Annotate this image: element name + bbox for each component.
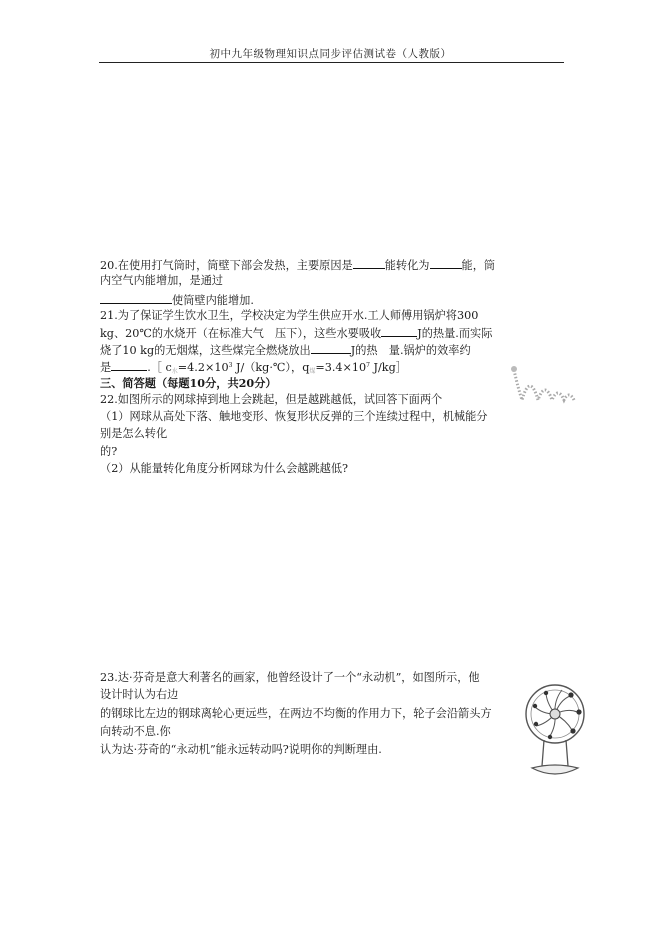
q21-line-1: 21.为了保证学生饮水卫生，学校决定为学生供应开水.工人师傅用锅炉将300: [100, 309, 479, 322]
q20-line-2: 内空气内能增加，是通过: [100, 274, 224, 287]
q21-text-h: J/（kg·℃），q: [232, 361, 310, 374]
q21-blank-2[interactable]: [311, 342, 351, 354]
q21-text-e: 是: [100, 361, 112, 374]
perpetual-motion-wheel-figure: [524, 680, 586, 780]
q21-text-j: J/kg］: [369, 361, 407, 374]
q23-line-5: 认为达·芬奇的“永动机”能永远转动吗?说明你的判断理由.: [100, 743, 382, 756]
q20-blank-3[interactable]: [100, 292, 172, 304]
q20-line-1: [100, 257, 495, 273]
q21-sup-1: 3: [228, 362, 233, 369]
q22-line-1: 22.如图所示的网球掉到地上会跳起，但是越跳越低，试回答下面两个: [100, 393, 443, 406]
q20-blank-2[interactable]: [430, 257, 462, 269]
q20-text-c: 能，筒: [461, 259, 496, 272]
q21-line-2: [100, 325, 492, 341]
q21-text-c: 烧了10 kg的无烟煤，这些煤完全燃烧放出: [100, 344, 311, 357]
q23-line-2: 设计时认为右边: [100, 688, 179, 701]
q21-text-g: =4.2×10: [177, 361, 229, 374]
q20-text-b: 能转化为: [384, 259, 430, 272]
q21-sub-coal: 煤: [309, 368, 316, 375]
q21-text-b: J的热量.而实际: [417, 327, 493, 340]
q21-text-i: =3.4×10: [315, 361, 367, 374]
q22-line-5: （2）从能量转化角度分析网球为什么会越跳越低?: [100, 462, 349, 475]
q21-sup-2: 7: [366, 362, 370, 369]
q22-line-4: 的?: [100, 445, 118, 458]
q21-line-3: [100, 342, 471, 358]
q21-sub-water: 水: [171, 368, 178, 375]
q21-blank-3[interactable]: [111, 359, 147, 371]
q20-text-a: 20.在使用打气筒时，筒壁下部会发热，主要原因是: [100, 259, 353, 272]
page-header: 初中九年级物理知识点同步评估测试卷（人教版）: [209, 48, 452, 60]
q23-line-3: 的钢球比左边的钢球离轮心更远些，在两边不均衡的作用力下，轮子会沿箭头方: [100, 707, 492, 720]
section-title: 三、简答题（每题10分，共20分）: [100, 376, 277, 390]
q21-text-d: J的热 量.锅炉的效率约: [350, 344, 471, 357]
q21-text-a: kg、20℃的水烧开（在标准大气 压下），这些水要吸收: [100, 327, 382, 340]
q21-text-f: .［ c: [147, 361, 172, 374]
bouncing-ball-figure: [508, 362, 588, 406]
q20-blank-1[interactable]: [353, 257, 385, 269]
header-rule: [99, 62, 564, 63]
q22-line-3: 别是怎么转化: [100, 427, 168, 440]
q20-text-d: 使筒壁内能增加.: [172, 294, 254, 307]
q22-line-2: （1）网球从高处下落、触地变形、恢复形状反弹的三个连续过程中，机械能分: [100, 410, 488, 423]
q20-line-3: [100, 292, 254, 308]
q23-line-4: 向转动不息.你: [100, 725, 171, 738]
q21-blank-1[interactable]: [381, 325, 417, 337]
q23-line-1: 23.达·芬奇是意大利著名的画家，他曾经设计了一个“永动机”，如图所示，他: [100, 671, 480, 684]
